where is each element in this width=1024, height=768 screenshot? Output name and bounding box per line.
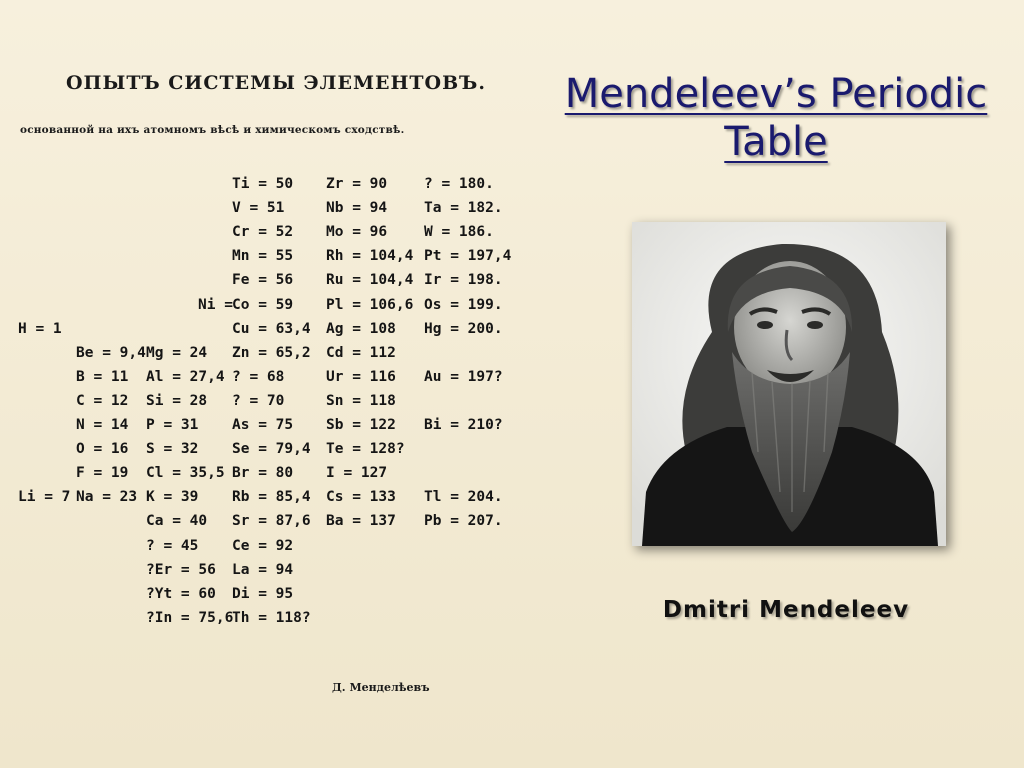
element-cell: Mo = 96 [326, 224, 388, 241]
portrait-caption: Dmitri Mendeleev [662, 597, 910, 623]
element-cell: Na = 23 [76, 489, 138, 506]
element-cell: I = 127 [326, 465, 388, 482]
element-cell: ?In = 75,6 [146, 609, 234, 626]
element-cell: Ni = [198, 296, 233, 313]
slide-title: Mendeleev’s Periodic Table [564, 71, 988, 165]
element-cell: Rh = 104,4 [326, 248, 414, 265]
element-cell: C = 12 [76, 392, 129, 409]
element-cell: Hg = 200. [424, 320, 503, 337]
element-cell: Sb = 122 [326, 417, 396, 433]
element-cell: Ca = 40 [146, 513, 208, 530]
element-cell: Sn = 118 [326, 392, 396, 409]
element-cell: Fe = 56 [232, 272, 294, 289]
element-cell: Ur = 116 [326, 368, 396, 385]
element-cell: Mn = 55 [232, 248, 294, 265]
element-cell: Mg = 24 [146, 344, 208, 361]
element-cell: P = 31 [146, 417, 199, 433]
element-cell: Rb = 85,4 [232, 489, 311, 506]
element-cell: Cr = 52 [232, 224, 294, 241]
element-cell: ? = 180. [424, 176, 494, 192]
element-cell: Bi = 210? [424, 417, 503, 433]
element-cell: Cs = 133 [326, 489, 396, 506]
element-cell: ? = 70 [232, 392, 285, 409]
element-cell: Te = 128? [326, 441, 405, 458]
portrait-photo [632, 222, 946, 546]
element-cell: La = 94 [232, 561, 294, 578]
element-cell: B = 11 [76, 368, 129, 385]
element-cell: Pt = 197,4 [424, 248, 512, 265]
element-cell: Co = 59 [232, 296, 294, 313]
document-heading: ОПЫТЪ СИСТЕМЫ ЭЛЕМЕНТОВЪ. [66, 72, 486, 94]
element-cell: As = 75 [232, 417, 294, 433]
element-cell: ?Yt = 60 [146, 585, 216, 602]
element-cell: K = 39 [146, 489, 199, 506]
element-cell: ? = 45 [146, 537, 199, 554]
element-cell: Pb = 207. [424, 513, 503, 530]
element-cell: Ag = 108 [326, 320, 396, 337]
element-cell: Si = 28 [146, 392, 208, 409]
element-cell: Li = 7 [18, 489, 71, 506]
element-cell: S = 32 [146, 441, 199, 458]
element-cell: Os = 199. [424, 296, 503, 313]
element-cell: Ta = 182. [424, 200, 503, 217]
element-cell: Au = 197? [424, 368, 503, 385]
element-cell: Br = 80 [232, 465, 294, 482]
element-cell: Ir = 198. [424, 272, 503, 289]
element-cell: Be = 9,4 [76, 344, 146, 361]
element-cell: Di = 95 [232, 585, 294, 602]
element-cell: Sr = 87,6 [232, 513, 311, 530]
element-cell: V = 51 [232, 200, 285, 217]
element-cell: Al = 27,4 [146, 368, 225, 385]
element-cell: Zn = 65,2 [232, 344, 311, 361]
element-cell: Ru = 104,4 [326, 272, 414, 289]
element-cell: Cd = 112 [326, 344, 396, 361]
document-signature: Д. Менделѣевъ [332, 681, 430, 694]
element-cell: F = 19 [76, 465, 129, 482]
element-cell: Ti = 50 [232, 176, 294, 192]
document-subheading: основанной на ихъ атомномъ вѣсѣ и химическомъ сходствѣ. [20, 124, 405, 136]
element-cell: Cu = 63,4 [232, 320, 311, 337]
element-cell: Th = 118? [232, 609, 311, 626]
element-cell: Se = 79,4 [232, 441, 311, 458]
element-cell: Pl = 106,6 [326, 296, 414, 313]
element-cell: W = 186. [424, 224, 494, 241]
element-cell: ? = 68 [232, 368, 285, 385]
element-cell: Tl = 204. [424, 489, 503, 506]
element-cell: O = 16 [76, 441, 129, 458]
element-cell: Zr = 90 [326, 176, 388, 192]
element-cell: H = 1 [18, 320, 62, 337]
element-cell: ?Er = 56 [146, 561, 216, 578]
element-cell: Cl = 35,5 [146, 465, 225, 482]
element-cell: N = 14 [76, 417, 129, 433]
element-cell: Nb = 94 [326, 200, 388, 217]
element-cell: Ba = 137 [326, 513, 396, 530]
element-cell: Ce = 92 [232, 537, 294, 554]
